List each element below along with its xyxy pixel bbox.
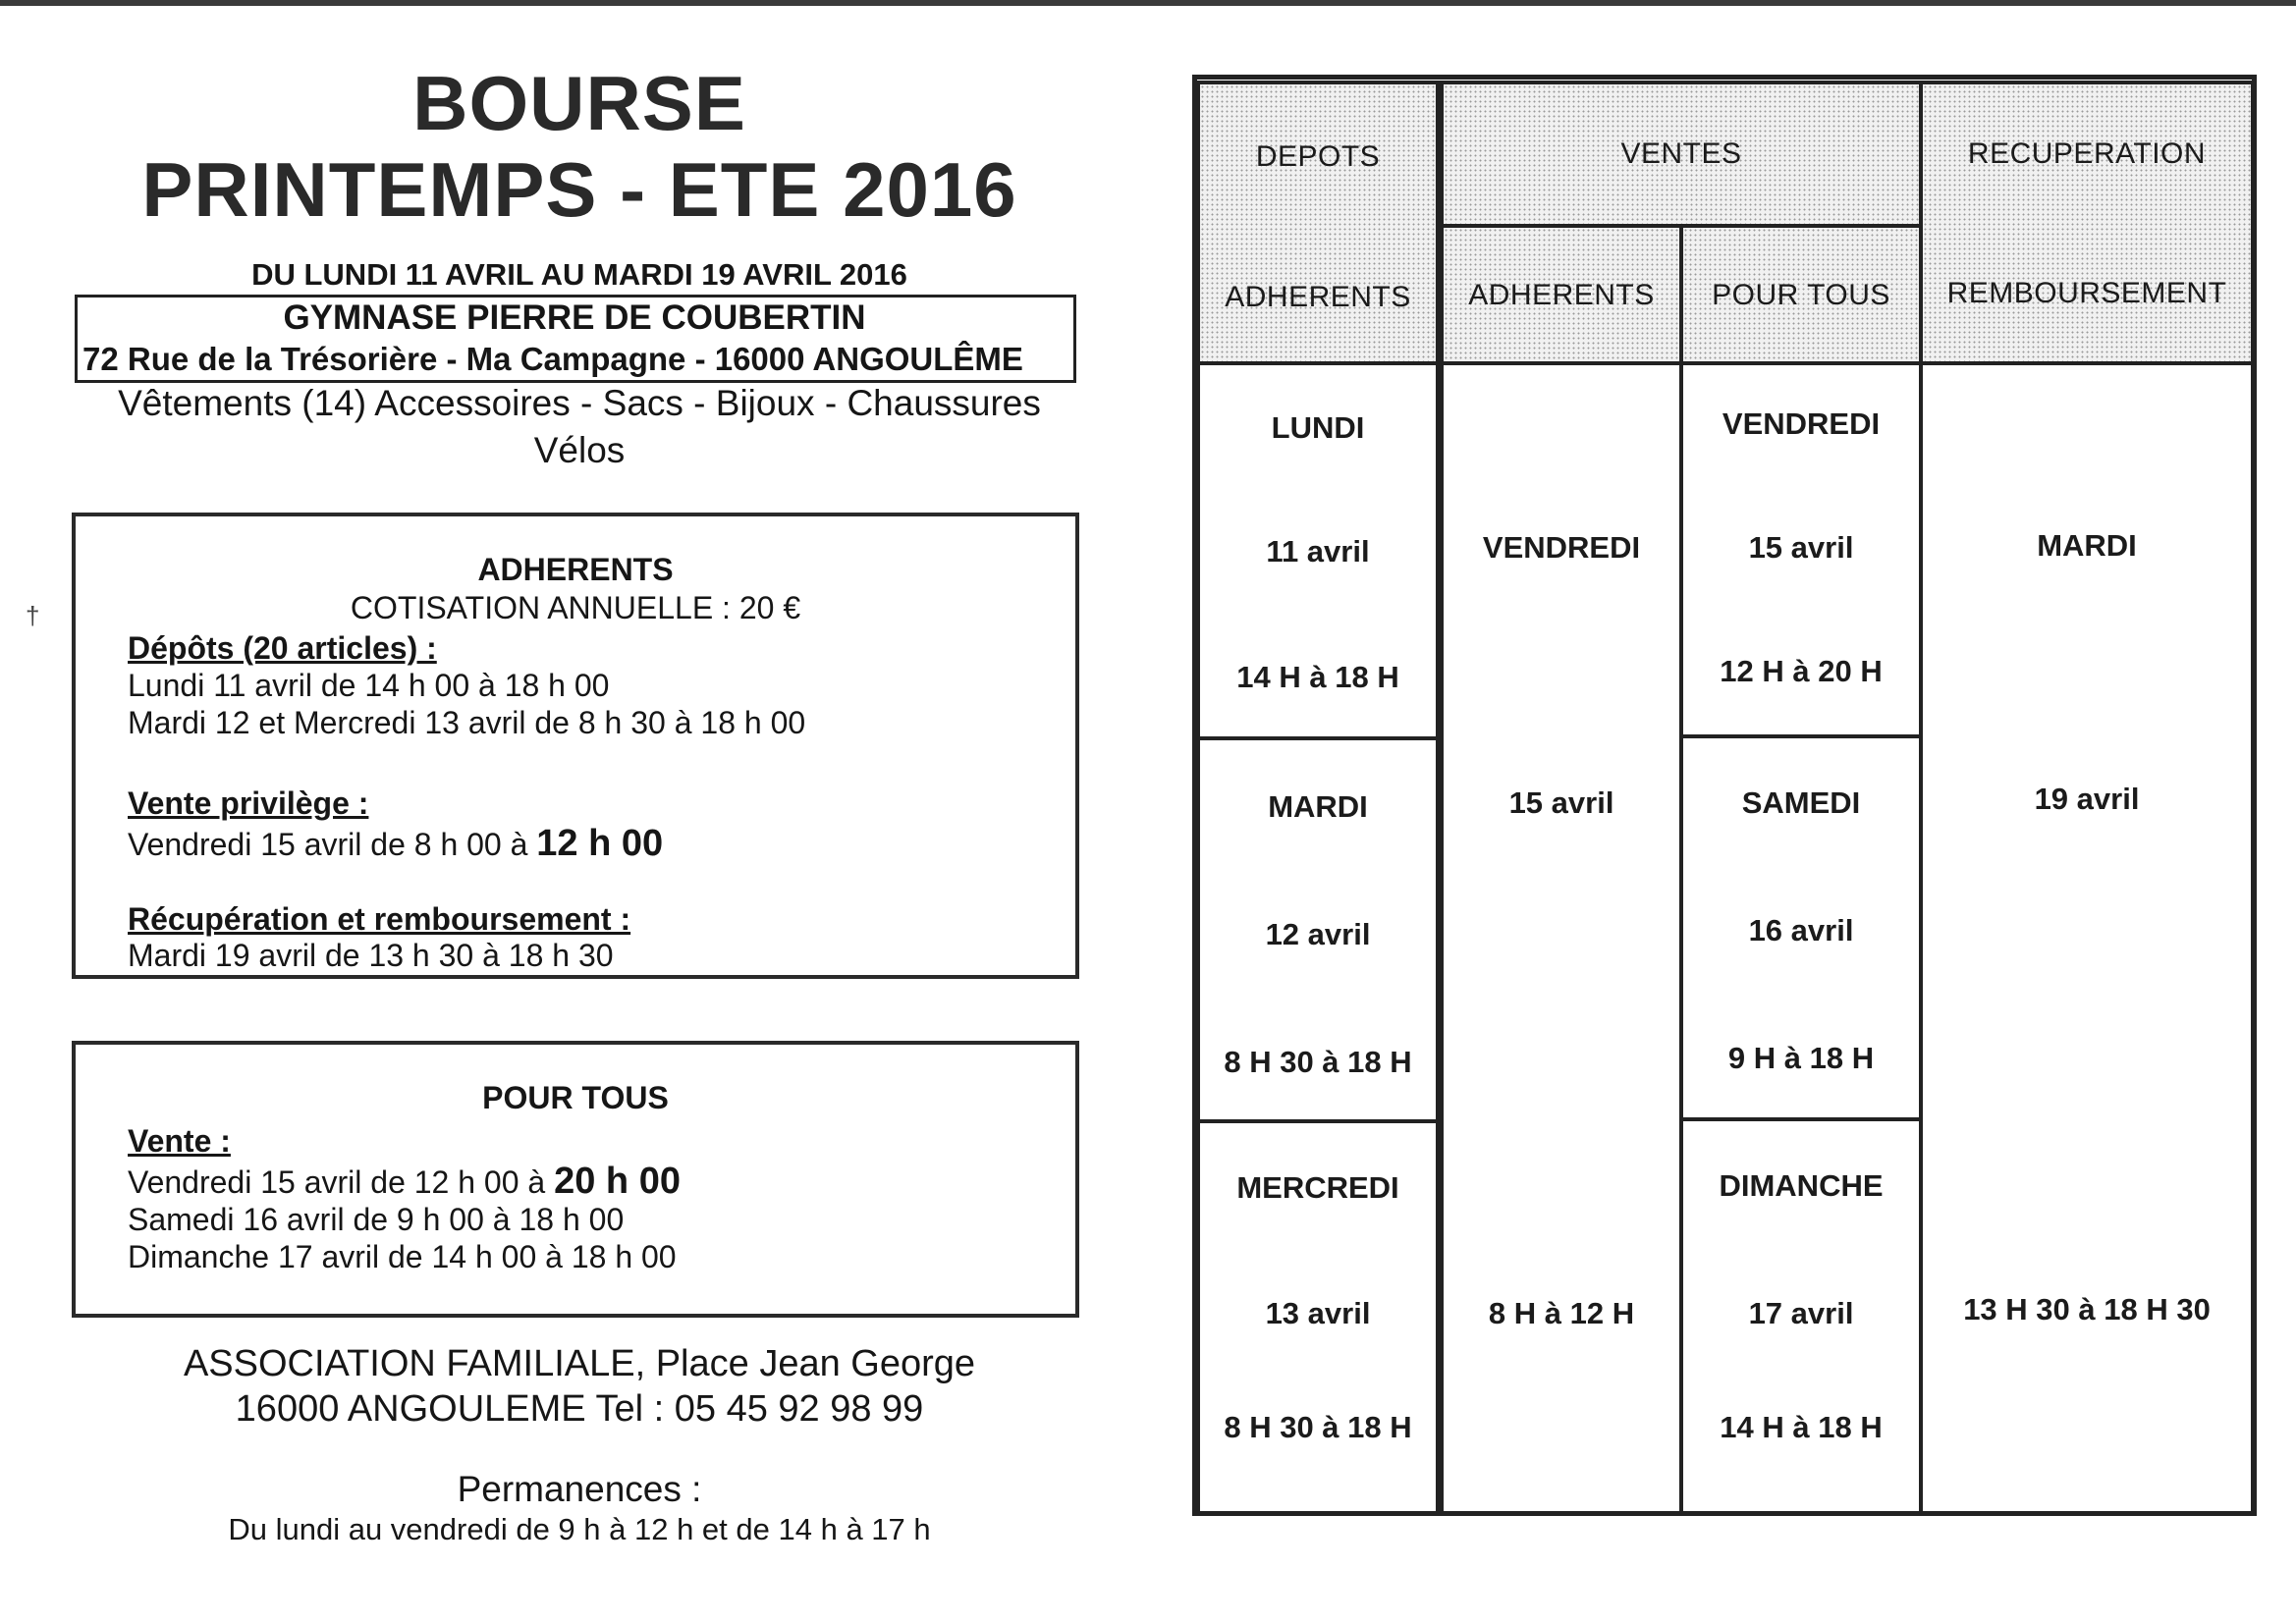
adherents-title: ADHERENTS [477, 552, 674, 587]
vente-privilege-title: Vente privilège : [128, 785, 369, 821]
pour-tous-line-1 [128, 1161, 681, 1203]
vente-privilege-prefix: Vendredi 15 avril de 8 h 00 à [128, 827, 537, 862]
depots-lundi-day: LUNDI [1271, 410, 1365, 445]
items-line-2: Vélos [533, 430, 626, 470]
pour-tous-vendredi-cell [1679, 361, 1923, 738]
pour-tous-line-3: Dimanche 17 avril de 14 h 00 à 18 h 00 [128, 1239, 677, 1274]
depots-mardi-cell [1196, 736, 1440, 1123]
pour-tous-title: POUR TOUS [482, 1080, 669, 1115]
title-season: PRINTEMPS - ETE 2016 [141, 146, 1017, 233]
header-depots: DEPOTS [1255, 140, 1381, 173]
pour-tous-line-1-prefix: Vendredi 15 avril de 12 h 00 à [128, 1164, 555, 1200]
venue-address: 72 Rue de la Trésorière - Ma Campagne - 16000 ANGOULÊME [82, 341, 1023, 377]
pour-tous-dimanche-date: 17 avril [1748, 1296, 1854, 1330]
header-ventes-cell [1440, 81, 1923, 228]
header-ventes: VENTES [1620, 137, 1742, 170]
depots-line-1: Lundi 11 avril de 14 h 00 à 18 h 00 [128, 668, 610, 703]
pour-tous-samedi-cell [1679, 734, 1923, 1121]
subheader-remboursement: REMBOURSEMENT [1946, 277, 2227, 309]
depots-mercredi-cell [1196, 1119, 1440, 1516]
cotisation: COTISATION ANNUELLE : 20 € [350, 590, 801, 625]
pour-tous-vendredi-hours: 12 H à 20 H [1720, 654, 1883, 688]
venue-name: GYMNASE PIERRE DE COUBERTIN [283, 298, 866, 337]
pour-tous-dimanche-cell [1679, 1117, 1923, 1516]
recuperation-hours: 13 H 30 à 18 H 30 [1963, 1292, 2211, 1326]
vente-privilege-time: 12 h 00 [536, 823, 664, 864]
recuperation-date: 19 avril [2034, 782, 2140, 816]
header-recuperation: RECUPERATION [1967, 137, 2207, 170]
margin-mark: † [26, 601, 40, 630]
scan-top-edge [0, 0, 2296, 6]
recup-line: Mardi 19 avril de 13 h 30 à 18 h 30 [128, 938, 614, 973]
subheader-pour-tous: POUR TOUS [1712, 279, 1890, 311]
association-line-1: ASSOCIATION FAMILIALE, Place Jean George [183, 1343, 976, 1384]
subheader-adherents-ventes: ADHERENTS [1468, 279, 1655, 311]
depots-mardi-day: MARDI [1268, 789, 1368, 824]
subheader-adherents-depots: ADHERENTS [1225, 281, 1411, 313]
association-line-2: 16000 ANGOULEME Tel : 05 45 92 98 99 [235, 1388, 924, 1430]
depots-lundi-date: 11 avril [1266, 534, 1370, 568]
vente-title: Vente : [128, 1123, 231, 1159]
recuperation-day: MARDI [2037, 528, 2137, 563]
depots-mardi-date: 12 avril [1265, 917, 1371, 951]
recup-title: Récupération et remboursement : [128, 901, 631, 937]
pour-tous-samedi-hours: 9 H à 18 H [1727, 1041, 1875, 1075]
header-recuperation-cell [1919, 81, 2255, 365]
pour-tous-line-2: Samedi 16 avril de 9 h 00 à 18 h 00 [128, 1202, 625, 1237]
depots-title: Dépôts (20 articles) : [128, 630, 437, 666]
pour-tous-dimanche-day: DIMANCHE [1719, 1168, 1884, 1203]
ventes-adherents-cell [1440, 361, 1683, 1516]
ventes-adherents-date: 15 avril [1508, 785, 1614, 820]
pour-tous-dimanche-hours: 14 H à 18 H [1720, 1410, 1883, 1444]
depots-lundi-hours: 14 H à 18 H [1236, 660, 1399, 694]
ventes-adherents-hours: 8 H à 12 H [1488, 1296, 1635, 1330]
depots-line-2: Mardi 12 et Mercredi 13 avril de 8 h 30 à 18 h 00 [128, 705, 806, 740]
vente-privilege-line [128, 823, 663, 865]
depots-mardi-hours: 8 H 30 à 18 H [1224, 1045, 1412, 1079]
pour-tous-samedi-date: 16 avril [1748, 913, 1854, 947]
pour-tous-vendredi-date: 15 avril [1748, 530, 1854, 565]
pour-tous-line-1-time: 20 h 00 [554, 1161, 681, 1202]
event-dates: DU LUNDI 11 AVRIL AU MARDI 19 AVRIL 2016 [251, 257, 907, 292]
header-depots-cell [1196, 81, 1440, 365]
recuperation-cell [1919, 361, 2255, 1516]
pour-tous-samedi-day: SAMEDI [1741, 785, 1861, 820]
items-line-1: Vêtements (14) Accessoires - Sacs - Bijoux - Chaussures [118, 383, 1041, 423]
depots-mercredi-date: 13 avril [1265, 1296, 1371, 1330]
ventes-adherents-day: VENDREDI [1482, 530, 1641, 565]
subheader-pour-tous-cell [1679, 224, 1923, 365]
depots-mercredi-hours: 8 H 30 à 18 H [1224, 1410, 1412, 1444]
depots-mercredi-day: MERCREDI [1236, 1170, 1399, 1205]
depots-lundi-cell [1196, 361, 1440, 740]
pour-tous-vendredi-day: VENDREDI [1722, 406, 1881, 441]
permanences-title: Permanences : [457, 1469, 702, 1509]
title-bourse: BOURSE [412, 60, 746, 146]
permanences-hours: Du lundi au vendredi de 9 h à 12 h et de 14 h à 17 h [228, 1512, 931, 1546]
subheader-adherents-ventes-cell [1440, 224, 1683, 365]
